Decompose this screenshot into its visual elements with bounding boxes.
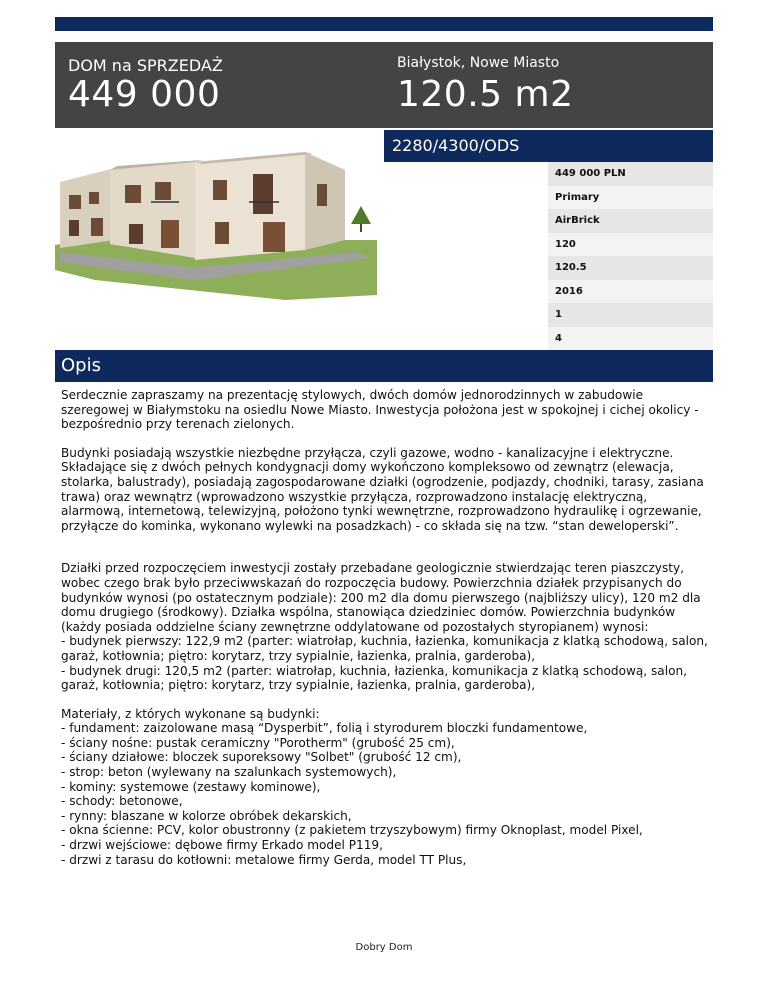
reference-number: 2280/4300/ODS bbox=[384, 130, 713, 162]
description-paragraph: Działki przed rozpoczęciem inwestycji zostały przebadane geologicznie stwierdzając teren piaszczysty, wobec czego brak było przeciwwskazań do rozpoczęcia budowy. Powierzchnia działek przypisanych do budynków wynosi (po ostatecznym podziale): 200 m2 dla domu pierwszego (najbliższy ulicy), 120 m2 dla domu drugiego (środkowy). Działka wspólna, stanowiąca dziedziniec domów. Powierzchnia budynków (każdy posiada oddzielne ściany zewnętrzne oddylatowane od pozostałych styropianem) wynosi: - budynek pierwszy: 122,9 m2 (parter: wiatrołap, kuchnia, łazienka, komunikacja z klatką schodową, salon, garaż, kotłownia; piętro: korytarz, trzy sypialnie, łazienka, pralnia, garderoba), - budynek drugi: 120,5 m2 (parter: wiatrołap, kuchnia, łazienka, komunikacja z klatką schodową, salon, garaż, kotłownia; piętro: korytarz, trzy sypialnie, łazienka, pralnia, garderoba), bbox=[61, 561, 708, 693]
footer-agency: Dobry Dom bbox=[355, 942, 413, 953]
listing-type: DOM na SPRZEDAŻ bbox=[68, 56, 223, 75]
detail-rooms: 4 bbox=[548, 327, 713, 351]
listing-price: 449 000 bbox=[68, 74, 221, 115]
detail-year: 2016 bbox=[548, 280, 713, 304]
detail-market: Primary bbox=[548, 186, 713, 210]
top-accent-bar bbox=[55, 17, 713, 31]
detail-floors: 1 bbox=[548, 303, 713, 327]
house-photo bbox=[55, 140, 377, 300]
description-heading: Opis bbox=[55, 350, 713, 382]
description-paragraph: Budynki posiadają wszystkie niezbędne przyłącza, czyli gazowe, wodno - kanalizacyjne i elektryczne. Składające się z dwóch pełnych kondygnacji domy wykończono kompleksowo od zewnątrz (elewacja, stolarka, balustrady), posiadają zagospodarowane działki (ogrodzenie, podjazdy, chodniki, tarasy, zasiana trawa) oraz wewnątrz (wprowadzono wszystkie przyłącza, rozprowadzono instalację elektryczną, alarmową, internetową, telewizyjną, położono tynki wewnętrzne, rozprowadzono hydraulikę i ogrzewanie, przyłącze do kominka, wykonano wylewki na posadzkach) - co składa się na tzw. “stan deweloperski”. bbox=[61, 445, 704, 533]
detail-usable-area: 120 bbox=[548, 233, 713, 257]
details-list bbox=[548, 162, 713, 350]
description-body bbox=[61, 388, 711, 867]
listing-location: Białystok, Nowe Miasto bbox=[397, 55, 560, 71]
detail-total-area: 120.5 bbox=[548, 256, 713, 280]
detail-material: AirBrick bbox=[548, 209, 713, 233]
description-paragraph: Serdecznie zapraszamy na prezentację stylowych, dwóch domów jednorodzinnych w zabudowie szeregowej w Białymstoku na osiedlu Nowe Miasto. Inwestycja położona jest w spokojnej i cichej okolicy - bezpośrednio przy terenach zielonych. bbox=[61, 388, 699, 432]
detail-price: 449 000 PLN bbox=[548, 162, 713, 186]
listing-area: 120.5 m2 bbox=[397, 74, 574, 115]
listing-header bbox=[55, 42, 713, 128]
description-paragraph: Materiały, z których wykonane są budynki: - fundament: zaizolowane masą “Dysperbit”, folią i styrodurem bloczki fundamentowe, - ściany nośne: pustak ceramiczny "Porotherm" (grubość 25 cm), - ściany działowe: bloczek suporeksowy "Solbet" (grubość 12 cm), - strop: beton (wylewany na szalunkach systemowych), - kominy: systemowe (zestawy kominowe), - schody: betonowe, - rynny: blaszane w kolorze obróbek dekarskich, - okna ścienne: PCV, kolor obustronny (z pakietem trzyszybowym) firmy Oknoplast, model Pixel, - drzwi wejściowe: dębowe firmy Erkado model P119, - drzwi z tarasu do kotłowni: metalowe firmy Gerda, model TT Plus, bbox=[61, 706, 643, 867]
